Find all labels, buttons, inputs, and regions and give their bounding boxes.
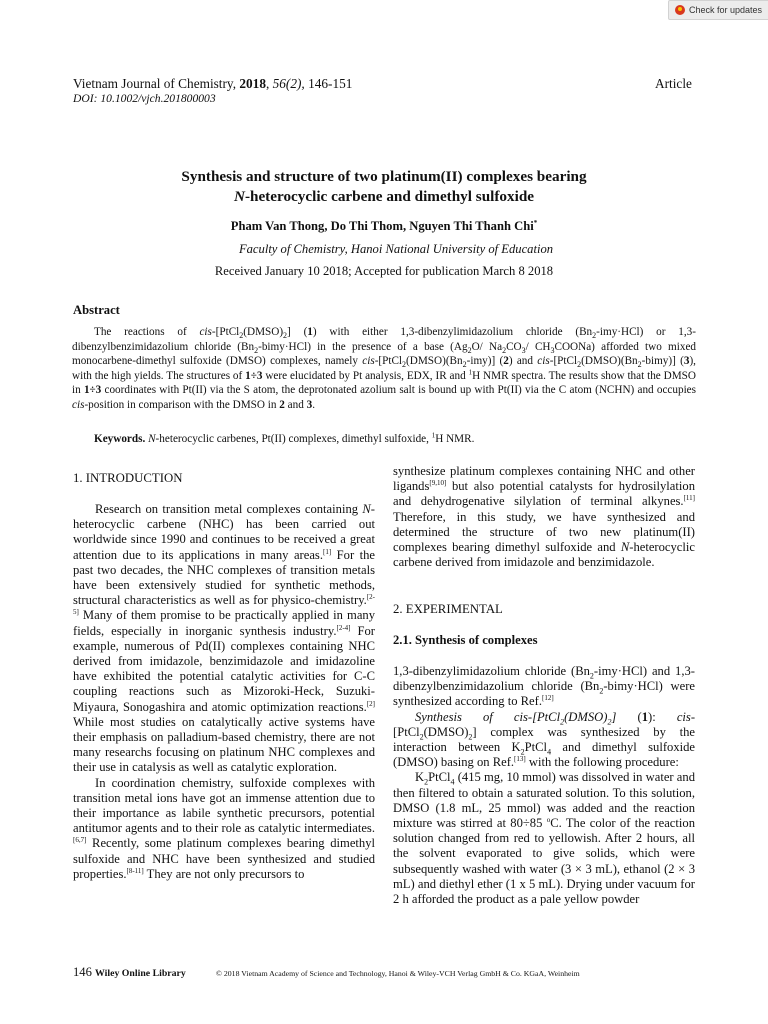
journal-year: 2018 (239, 76, 266, 91)
keywords: Keywords. N-heterocyclic carbenes, Pt(II) complexes, dimethyl sulfoxide, $^1$H NMR. (94, 431, 475, 445)
experimental-text: 1,3-dibenzylimidazolium chloride $(Bn_2-imy\cdot HCl)$ and 1,3-dibenzylbenzimidazolium chloride $(Bn_2-bimy\cdot HCl)$ were synthesized according to Ref.[12] Synthesis of cis-$[PtCl_2(DMSO)_2]$ (1): cis-$[PtCl_2(DMSO)_2]$ complex was synthesized by the interaction between $K_2PtCl_4$ and dimethyl sulfoxide (DMSO) basing on Ref.[13] with the following procedure: $K_2PtCl_4$ (415 mg, 10 mmol) was dissolved in water and then filtered to obtain a saturated solution. To this solution, DMSO (1.8 mL, 25 mmol) was added and the reaction mixture was stirred at 80÷85 $^o$C. The color of the reaction solution changed from red to yellowish. After 2 hours, all the solvent evaporated to give solids, which were subsequently washed with water (3 × 3 mL), ethanol (2 × 3 mL) and diethyl ether (1 x 5 mL). Drying under vacuum for 2 h afforded the product as a pale yellow powder (393, 664, 696, 907)
wiley-online-library: Wiley Online Library (95, 968, 186, 979)
check-for-updates-button[interactable] (668, 0, 768, 20)
crossmark-icon (675, 5, 685, 15)
title-line-1: Synthesis and structure of two platinum(II) complexes bearing (181, 168, 587, 185)
paper-title (0, 167, 768, 207)
affiliation: Faculty of Chemistry, Hanoi National University of Education (238, 242, 554, 256)
page-number: 146 (73, 965, 92, 979)
authors: Pham Van Thong, Do Thi Thom, Nguyen Thi Thanh Chi* (230, 218, 538, 233)
journal-citation: Vietnam Journal of Chemistry, 2018, 56(2), 146-151 (73, 76, 353, 91)
journal-pages: 146-151 (308, 76, 353, 91)
journal-volume: 56(2), (272, 76, 305, 91)
introduction-continued: synthesize platinum complexes containing NHC and other ligands[9,10] but also potential catalysts for hydrosilylation and dehydrogenative silylation of terminal alkynes.[11] Therefore, in this study, we have synthesized and determined the structure of two new platinum(II) complexes bearing dimethyl sulfoxide and N-heterocyclic carbene derived from imidazole and benzimidazole. (393, 464, 695, 570)
abstract-heading: Abstract (73, 303, 120, 317)
copyright: © 2018 Vietnam Academy of Science and Technology, Hanoi & Wiley-VCH Verlag GmbH & Co. KGaA, Weinheim (216, 969, 580, 978)
article-type: Article (655, 76, 692, 91)
introduction-text: Research on transition metal complexes containing N-heterocyclic carbene (NHC) has been carried out worldwide since 1990 and continues to be received a great attention due to its applications in many areas.[1] For the past two decades, the NHC complexes of transition metals have been extensively studied for synthetic methods, structural characteristics as well as for physico-chemistry.[2-5] Many of them promise to be practically applied in many fields, especially in inorganic synthesis industry.[2-4] For example, numerous of Pd(II) complexes containing NHC derived from imidazole, benzimidazole and imidazoline have exhibited the potential catalytic activities for C-C coupling reactions such as Mizoroki-Heck, Suzuki-Miyaura, Sonogashira and atomic optimization reactions.[2] While most studies on catalytically active systems have their emphasis on palladium-based chemistry, there are not many researchs focusing on platinum NHC complexes and their use in catalysis as well as catalytic exploration. In coordination chemistry, sulfoxide complexes with transition metal ions have got an immense attention due to their importance as labile synthetic precursors, potential antitumor agents and to their role as catalytic intermediates.[6,7] Recently, some platinum complexes bearing dimethyl sulfoxide and NHC have been synthesized and studied properties.[8-11] They are not only precursors to (73, 502, 376, 881)
page-footer (73, 965, 186, 980)
abstract-body: The reactions of cis-$[PtCl_2(DMSO)_2]$ (1) with either 1,3-dibenzylimidazolium chloride $(Bn_2-imy\cdot HCl)$ or 1,3-dibenzylbenzimidazolium chloride $(Bn_2-bimy\cdot HCl)$ in the presence of a base ($Ag_2O/$ $Na_2CO_3/$ $CH_3COONa$) afforded two mixed monocarbene-dimethyl sulfoxide (DMSO) complexes, namely cis-$[PtCl_2(DMSO)(Bn_2-imy)]$ (2) and cis-$[PtCl_2(DMSO)(Bn_2-bimy)]$ (3), with the high yields. The structures of 1÷3 were elucidated by Pt analysis, EDX, IR and $^1$H NMR spectra. The results show that the DMSO in 1÷3 coordinates with Pt(II) via the S atom, the deprotonated azolium salt is bound up with Pt(II) via the C atom (NCHN) and occupies cis-position in comparison with the DMSO in 2 and 3. (72, 326, 697, 411)
received-dates: Received January 10 2018; Accepted for publication March 8 2018 (214, 264, 554, 278)
section-experimental: 2. EXPERIMENTAL (393, 602, 503, 616)
check-for-updates-label: Check for updates (689, 5, 763, 15)
section-introduction: 1. INTRODUCTION (73, 471, 183, 485)
doi: DOI: 10.1002/vjch.201800003 (73, 92, 216, 105)
subsection-synthesis: 2.1. Synthesis of complexes (393, 633, 538, 647)
title-line-2: N-heterocyclic carbene and dimethyl sulfoxide (233, 188, 535, 205)
